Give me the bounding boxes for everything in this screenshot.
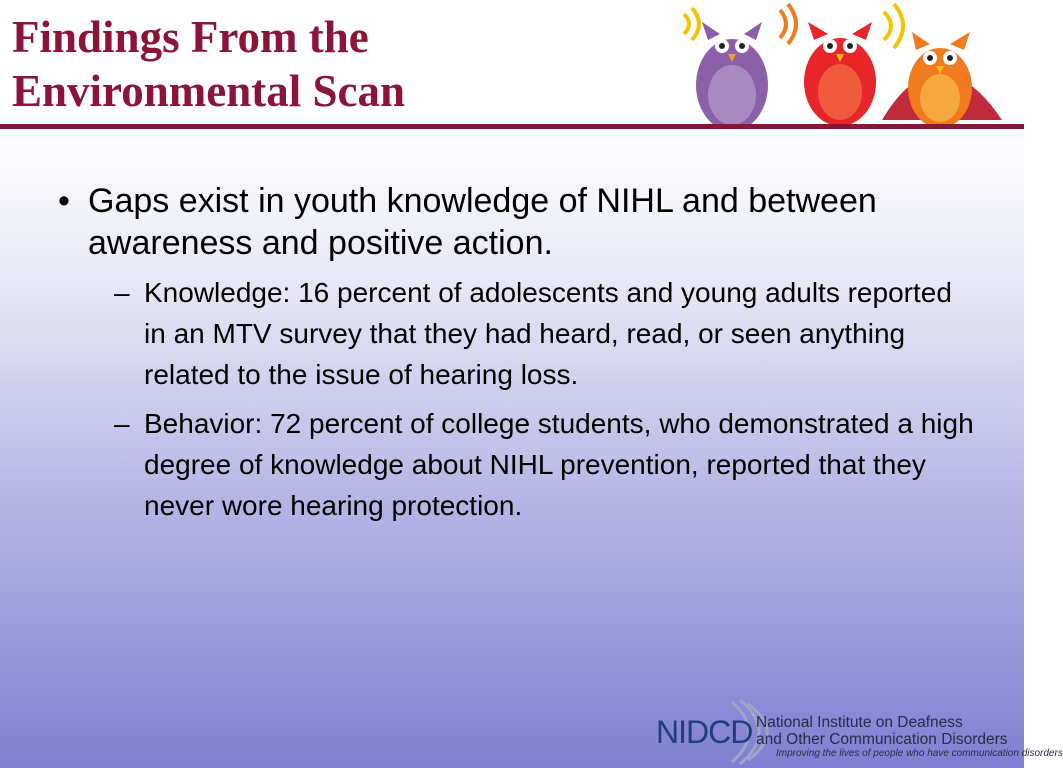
slide-title <box>12 10 405 118</box>
sub-bullet-text: Knowledge: 16 percent of adolescents and young adults reported in an MTV survey that they had heard, read, or seen anything related to the issue of hearing loss. <box>144 277 952 390</box>
logo-letters: NIDCD <box>656 714 753 750</box>
sound-wave-icon <box>884 4 903 48</box>
logo-org-line-2: and Other Communication Disorders <box>756 731 1008 748</box>
logo-org-line-1: National Institute on Deafness <box>756 714 963 731</box>
nidcd-logo <box>652 696 1063 768</box>
slide-header <box>0 0 1024 125</box>
sub-bullet-knowledge <box>114 272 978 395</box>
sound-wave-icon <box>684 8 699 40</box>
bullet-marker: • <box>58 182 70 220</box>
sound-wave-icon <box>780 4 796 44</box>
bullet-text: Gaps exist in youth knowledge of NIHL and between awareness and positive action. <box>88 182 877 262</box>
logo-tagline: Improving the lives of people who have communication disorders <box>776 748 1063 759</box>
slide-content <box>58 180 978 534</box>
red-owl-icon <box>804 22 876 126</box>
purple-owl-icon <box>696 22 768 131</box>
title-line-1: Findings From the <box>12 12 369 62</box>
orange-owl-icon <box>882 32 1002 128</box>
sub-bullet-marker: – <box>114 408 130 439</box>
title-line-2: Environmental Scan <box>12 66 405 116</box>
sub-bullet-behavior <box>114 403 978 526</box>
sub-bullet-marker: – <box>114 277 130 308</box>
bullet-main <box>58 180 978 264</box>
owls-illustration <box>672 0 1024 140</box>
sub-bullet-text: Behavior: 72 percent of college students, who demonstrated a high degree of knowledge about NIHL prevention, reported that they never wore hearing protection. <box>144 408 974 521</box>
